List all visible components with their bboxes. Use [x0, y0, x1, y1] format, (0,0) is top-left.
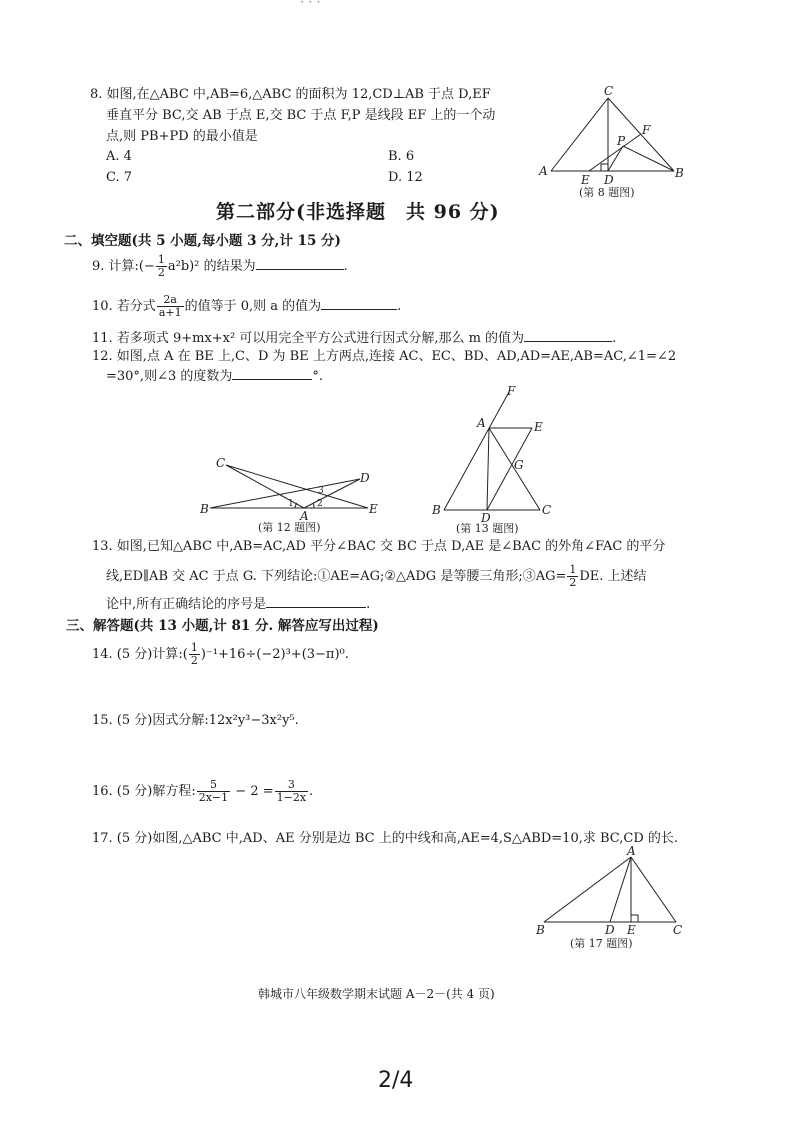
q14-suffix: )⁻¹+16÷(−2)³+(3−π)⁰.	[200, 647, 349, 662]
q16-f2-num: 3	[275, 779, 308, 792]
q17-label-a: A	[627, 844, 636, 858]
q13-line3: 论中,所有正确结论的序号是 .	[106, 597, 371, 612]
q8-label-p: P	[617, 134, 626, 148]
header-fragment: · · ·	[300, 0, 321, 10]
q8-option-a: A. 4	[106, 149, 132, 164]
q16-fraction-1	[197, 779, 230, 804]
q13-line2a: 线,ED∥AB 交 AC 于点 G. 下列结论:①AE=AG;②△ADG 是等腰三角形;③AG=	[106, 569, 567, 584]
q14-prefix: 14. (5 分)计算:(	[92, 647, 188, 662]
q10-frac-num: 2a	[157, 294, 184, 307]
q12-label-3: 3	[318, 486, 324, 496]
q14-frac-num: 1	[190, 641, 198, 654]
q8-line1: 8. 如图,在△ABC 中,AB=6,△ABC 的面积为 12,CD⊥AB 于点 D,EF	[90, 87, 491, 102]
q17-label-e: E	[627, 923, 636, 937]
q16-fraction-2	[275, 779, 308, 804]
q16-mid: − 2 =	[235, 784, 274, 799]
q17-figure	[530, 842, 690, 952]
q16-f1-den: 2x−1	[198, 791, 229, 804]
q13-frac-num: 1	[569, 563, 577, 576]
q13-caption: (第 13 题图)	[456, 522, 519, 535]
q12-label-e: E	[369, 502, 378, 516]
q13-line2	[106, 564, 647, 589]
q10-frac-den: a+1	[158, 306, 182, 319]
q8-label-c: C	[604, 84, 614, 98]
section3-heading: 三、解答题(共 13 小题,计 81 分. 解答应写出过程)	[66, 618, 379, 634]
q12-line2	[106, 367, 323, 386]
q8-label-a: A	[539, 164, 548, 178]
q17-label-d: D	[605, 923, 615, 937]
q13-line2b: DE. 上述结	[579, 569, 647, 584]
q12-label-b: B	[200, 502, 209, 516]
q13-line1: 13. 如图,已知△ABC 中,AB=AC,AD 平分∠BAC 交 BC 于点 D,AE 是∠BAC 的外角∠FAC 的平分	[92, 539, 666, 554]
q8-line2: 垂直平分 BC,交 AB 于点 E,交 BC 于点 F,P 是线段 EF 上的一个动	[106, 108, 496, 123]
q12-unit: °.	[312, 369, 324, 384]
q13-label-c: C	[542, 503, 552, 517]
q8-option-b: B. 6	[388, 149, 415, 164]
q17-caption: (第 17 题图)	[570, 937, 633, 950]
q8-figure	[535, 84, 685, 202]
q13-label-a: A	[477, 416, 486, 430]
q13-label-b: B	[432, 503, 441, 517]
page-footer: 韩城市八年级数学期末试题 A－2－(共 4 页)	[258, 987, 495, 1001]
q12-caption: (第 12 题图)	[258, 521, 321, 534]
q10: 10. 若分式 $\frac{2a}{a+1}$ 的值等于 0,则 a 的值为 .	[92, 293, 402, 319]
q13-frac-den: 2	[569, 576, 577, 589]
q11-answer-blank[interactable]	[524, 329, 612, 342]
q10-fraction	[157, 294, 184, 319]
q16-prefix: 16. (5 分)解方程:	[92, 784, 196, 799]
q12-line1: 12. 如图,点 A 在 BE 上,C、D 为 BE 上方两点,连接 AC、EC、BD、AD,AD=AE,AB=AC,∠1=∠2	[92, 349, 677, 364]
q8-label-b: B	[675, 166, 684, 180]
q12-figure	[196, 452, 391, 536]
q11: 11. 若多项式 9+mx+x² 可以用完全平方公式进行因式分解,那么 m 的值为 .	[92, 331, 617, 346]
q9: 9. 计算:(− $\frac{1}{2}$ a²b)² 的结果为 .	[92, 253, 348, 279]
q8-option-c: C. 7	[106, 170, 133, 185]
q8-line3: 点,则 PB+PD 的最小值是	[106, 129, 258, 144]
q9-answer-blank[interactable]	[256, 257, 344, 270]
q12-label-2: 2	[317, 499, 323, 509]
q17-label-b: B	[536, 923, 545, 937]
q12-label-c: C	[216, 456, 226, 470]
q9-fraction	[156, 254, 167, 279]
q17-text: 17. (5 分)如图,△ABC 中,AD、AE 分别是边 BC 上的中线和高,AE=4,S△ABD=10,求 BC,CD 的长.	[92, 831, 679, 846]
q9-frac-num: 1	[157, 253, 165, 266]
q10-answer-blank[interactable]	[321, 297, 397, 310]
q12-answer-blank[interactable]	[232, 367, 312, 380]
q14-fraction	[189, 642, 200, 667]
q12-label-a: A	[300, 509, 309, 523]
q16-suffix: .	[309, 784, 314, 799]
part2-title: 第二部分(非选择题 共 96 分)	[216, 201, 500, 223]
q12-label-d: D	[360, 471, 370, 485]
q14	[92, 642, 349, 667]
q13-figure	[428, 384, 558, 536]
q8-label-d: D	[604, 173, 614, 187]
q13-label-f: F	[507, 384, 516, 398]
q8-option-d: D. 12	[388, 170, 423, 185]
q14-frac-den: 2	[190, 654, 198, 667]
q13-answer-blank[interactable]	[266, 595, 366, 608]
q8-caption: (第 8 题图)	[579, 186, 635, 199]
q16-f2-den: 1−2x	[276, 791, 307, 804]
q16-f1-num: 5	[197, 779, 230, 792]
q9-expr: a²b)²	[167, 259, 200, 274]
q11-text: 11. 若多项式 9+mx+x² 可以用完全平方公式进行因式分解,那么 m 的值为	[92, 331, 525, 346]
section2-heading: 二、填空题(共 5 小题,每小题 3 分,计 15 分)	[64, 233, 341, 249]
q13-line3-text: 论中,所有正确结论的序号是	[106, 597, 267, 612]
q12-line2-text: =30°,则∠3 的度数为	[106, 369, 233, 384]
q9-suffix: 的结果为	[203, 259, 256, 274]
q13-label-e: E	[534, 420, 543, 434]
page-indicator: 2/4	[378, 1068, 414, 1093]
q16	[92, 779, 313, 804]
q13-label-g: G	[514, 458, 524, 472]
q13-fraction	[567, 564, 578, 589]
q15: 15. (5 分)因式分解:12x²y³−3x²y⁵.	[92, 713, 299, 728]
q12-label-1: 1	[288, 499, 294, 509]
q13-label-d: D	[481, 511, 491, 525]
q9-prefix: 9. 计算:(−	[92, 259, 155, 274]
q9-frac-den: 2	[157, 266, 165, 279]
q17-label-c: C	[673, 923, 683, 937]
q10-prefix: 10. 若分式	[92, 299, 156, 314]
q8-label-f: F	[642, 123, 651, 137]
q10-suffix: 的值等于 0,则 a 的值为	[184, 299, 322, 314]
q8-label-e: E	[581, 173, 590, 187]
